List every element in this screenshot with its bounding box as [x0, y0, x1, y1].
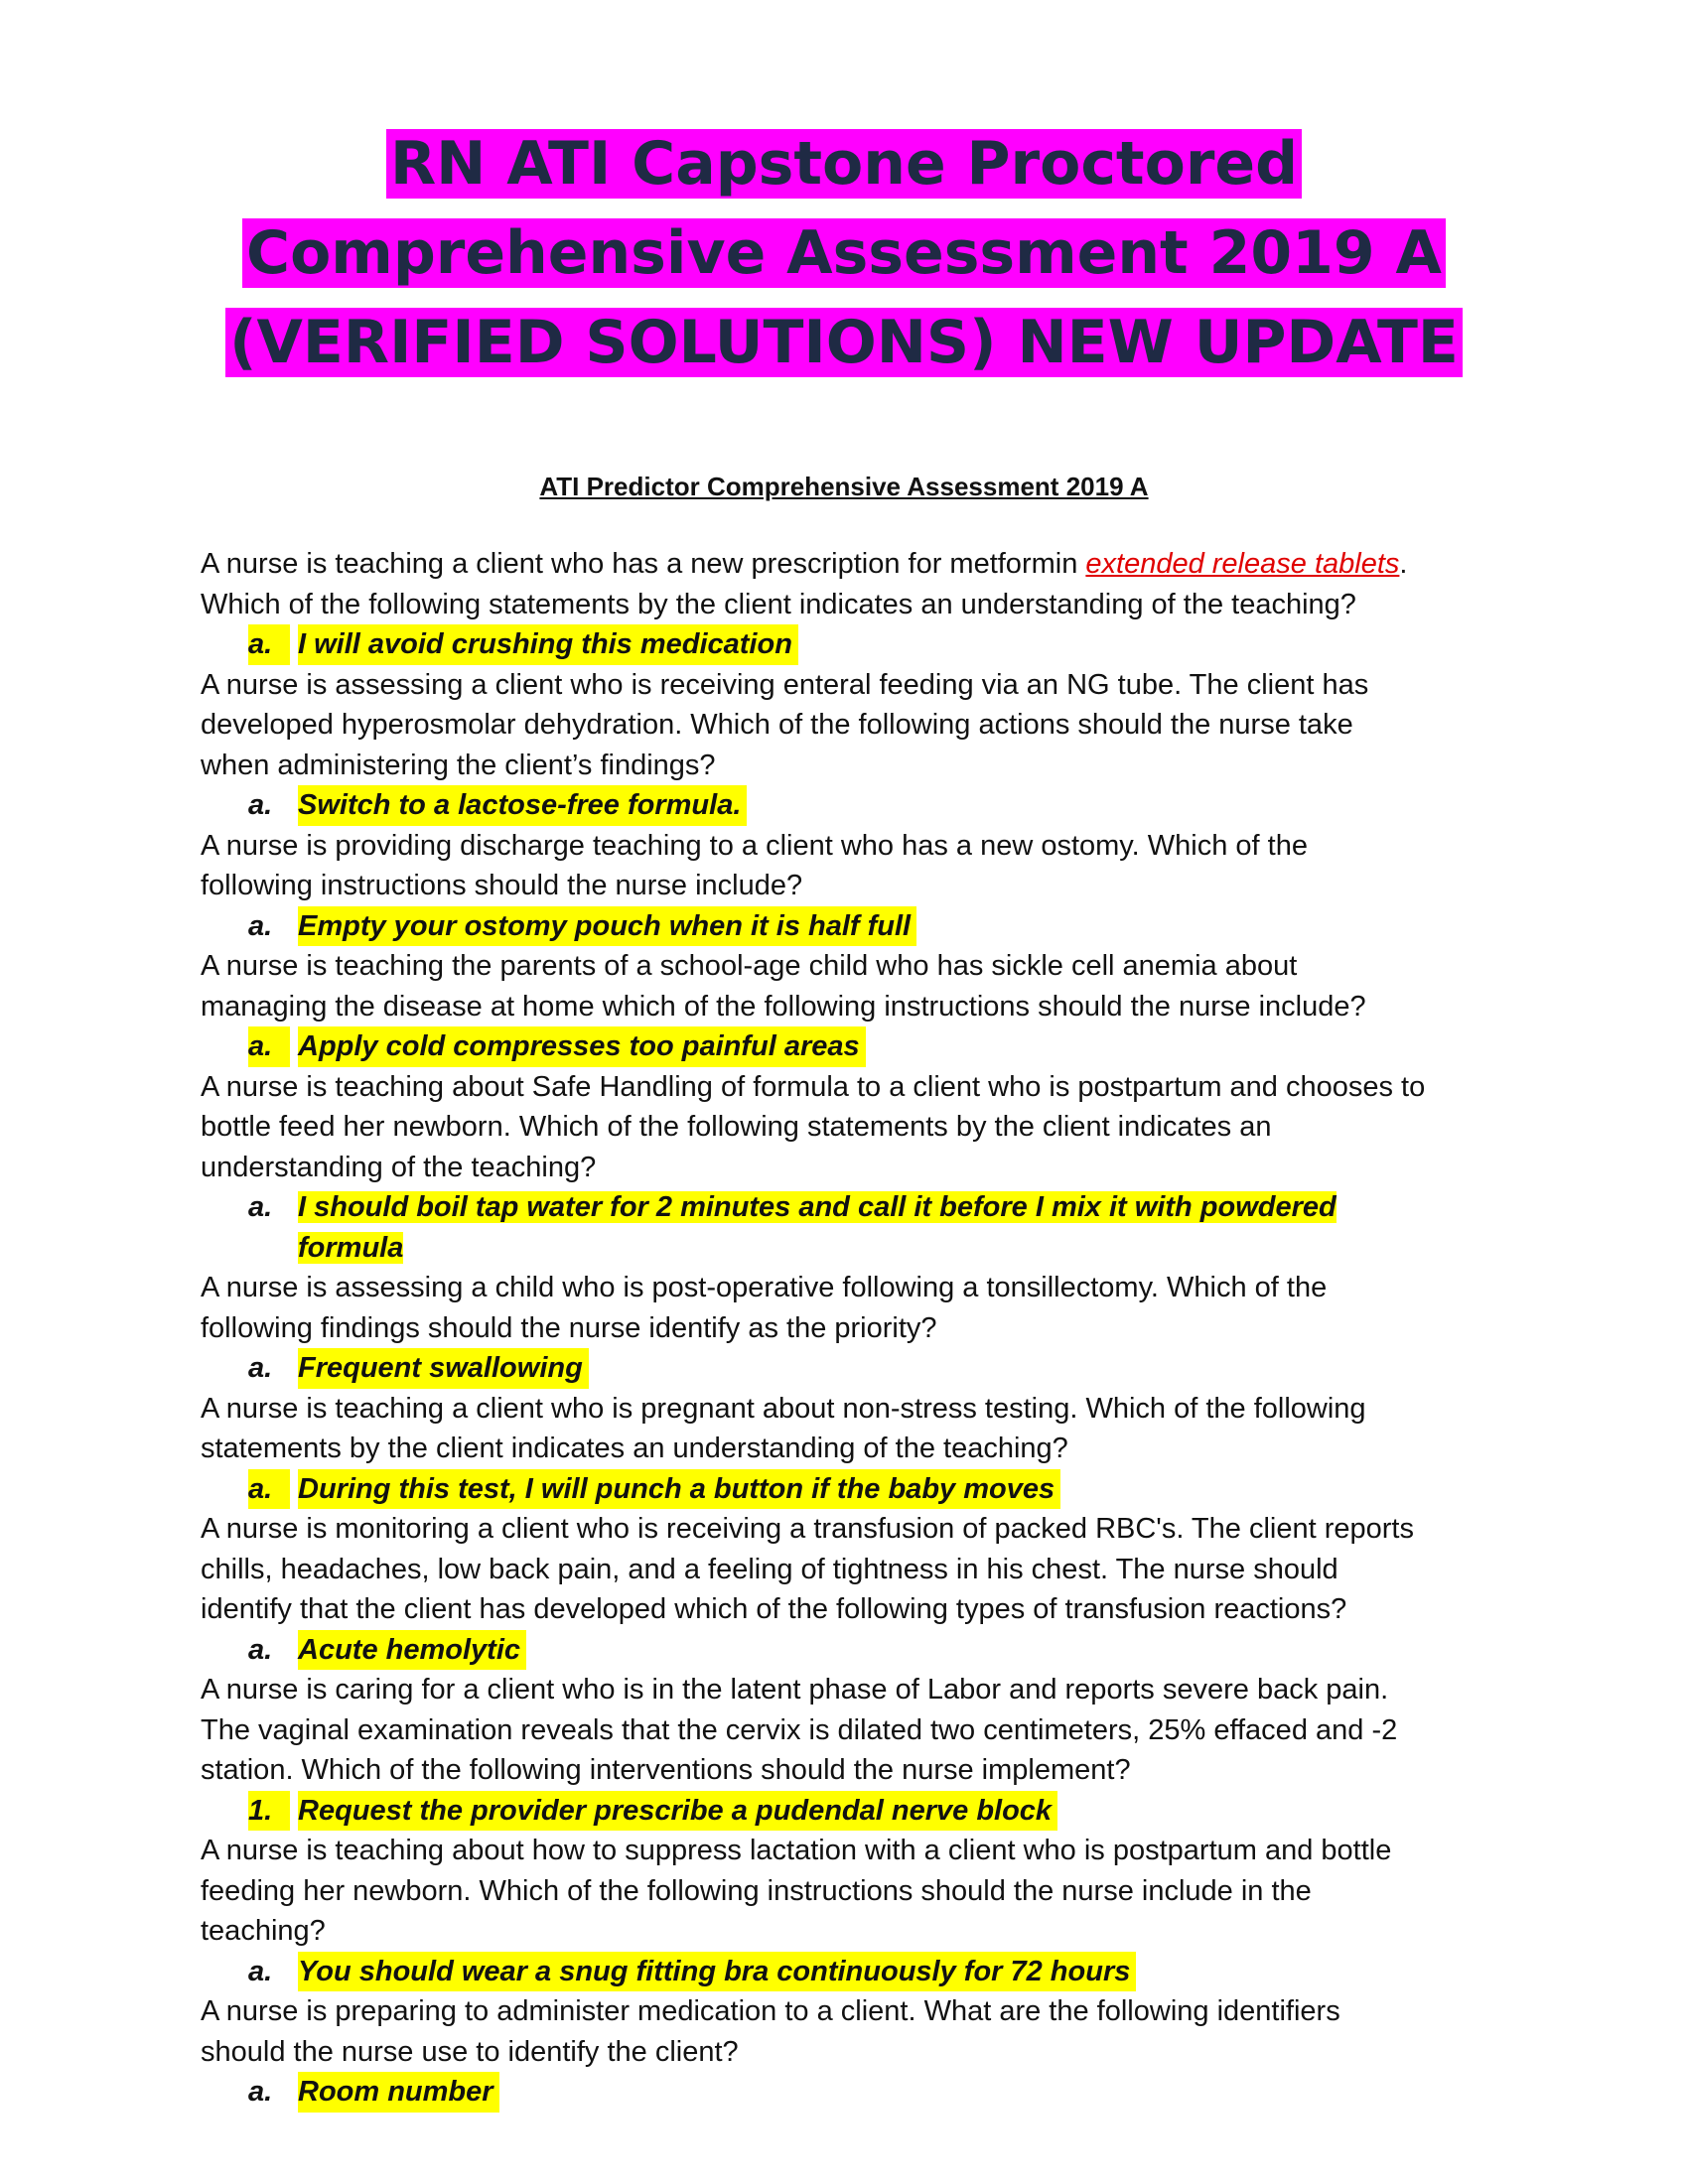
question-text: A nurse is teaching the parents of a school-age child who has sickle cell anemia about: [201, 950, 1298, 982]
answer-text: Room number: [298, 2072, 499, 2113]
question-text: teaching?: [201, 1915, 326, 1947]
question-text: identify that the client has developed which of the following types of transfusion reactions?: [201, 1593, 1347, 1625]
question-text: following instructions should the nurse include?: [201, 870, 803, 901]
question-text: understanding of the teaching?: [201, 1151, 597, 1183]
question-text: A nurse is teaching about how to suppress lactation with a client who is postpartum and bottle: [201, 1835, 1392, 1866]
question-item: [201, 826, 1511, 947]
answer-label: 1.: [248, 1791, 290, 1832]
answer-text: Frequent swallowing: [298, 1348, 589, 1389]
answer: [248, 624, 1511, 665]
question-item: [201, 665, 1511, 826]
answer-label: a.: [248, 1633, 273, 1666]
title-line-1: RN ATI Capstone Proctored: [386, 129, 1302, 199]
answer-label: a.: [248, 1955, 273, 1987]
highlighted-term: extended release tablets: [1085, 548, 1400, 580]
question-text: A nurse is caring for a client who is in the latent phase of Labor and reports severe back pain.: [201, 1674, 1389, 1706]
section-heading: ATI Predictor Comprehensive Assessment 2019 A: [539, 472, 1149, 501]
question-text: A nurse is teaching a client who has a new prescription for metformin extended release tablets.: [201, 548, 1408, 580]
answer: [248, 1026, 1511, 1067]
question-list: [201, 544, 1511, 2113]
question-text: The vaginal examination reveals that the cervix is dilated two centimeters, 25% effaced and -2: [201, 1713, 1398, 1746]
question-text: developed hyperosmolar dehydration. Which of the following actions should the nurse take: [201, 709, 1353, 741]
answer-label: a.: [248, 789, 273, 821]
question-item: [201, 1389, 1511, 1510]
answer-label: a.: [248, 909, 273, 942]
question-text: Which of the following statements by the client indicates an understanding of the teaching?: [201, 588, 1356, 620]
question-text: A nurse is assessing a client who is receiving enteral feeding via an NG tube. The client has: [201, 668, 1369, 701]
answer: [248, 2072, 1511, 2113]
question-item: [201, 1268, 1511, 1389]
question-text: when administering the client’s findings?: [201, 749, 716, 781]
question-item: [201, 544, 1511, 665]
question-item: [201, 1670, 1511, 1831]
answer: [248, 1630, 1511, 1671]
title-line-2: Comprehensive Assessment 2019 A: [242, 218, 1446, 288]
question-text: managing the disease at home which of the following instructions should the nurse include?: [201, 990, 1366, 1023]
question-text: chills, headaches, low back pain, and a feeling of tightness in his chest. The nurse should: [201, 1553, 1338, 1585]
answer: [248, 1791, 1511, 1832]
question-text: A nurse is teaching a client who is pregnant about non-stress testing. Which of the following: [201, 1392, 1366, 1425]
question-text: station. Which of the following interventions should the nurse implement?: [201, 1754, 1131, 1786]
answer-label: a.: [248, 1469, 290, 1510]
answer: [248, 785, 1511, 826]
question-text: A nurse is teaching about Safe Handling of formula to a client who is postpartum and chooses to: [201, 1070, 1426, 1103]
title-line-3: (VERIFIED SOLUTIONS) NEW UPDATE: [225, 308, 1463, 377]
question-item: [201, 1991, 1511, 2113]
answer-label: a.: [248, 1026, 290, 1067]
answer-text: Switch to a lactose-free formula.: [298, 785, 747, 826]
question-text: should the nurse use to identify the client?: [201, 2035, 739, 2068]
answer-text: Empty your ostomy pouch when it is half full: [298, 906, 916, 947]
answer-text: I will avoid crushing this medication: [298, 624, 798, 665]
answer-text: Request the provider prescribe a pudendal nerve block: [298, 1791, 1057, 1832]
answer-label: a.: [248, 2076, 273, 2108]
answer-label: a.: [248, 624, 290, 665]
answer-label: a.: [248, 1191, 273, 1223]
question-text: A nurse is monitoring a client who is receiving a transfusion of packed RBC's. The client reports: [201, 1513, 1414, 1545]
question-text: statements by the client indicates an understanding of the teaching?: [201, 1433, 1068, 1464]
question-text: A nurse is providing discharge teaching to a client who has a new ostomy. Which of the: [201, 829, 1308, 862]
answer: [248, 1187, 1511, 1268]
question-item: [201, 946, 1511, 1067]
question-text: bottle feed her newborn. Which of the following statements by the client indicates an: [201, 1111, 1272, 1143]
answer: [248, 1952, 1511, 1992]
answer: [248, 1469, 1511, 1510]
answer-text: During this test, I will punch a button if the baby moves: [298, 1469, 1060, 1510]
question-text: A nurse is assessing a child who is post-operative following a tonsillectomy. Which of the: [201, 1272, 1328, 1303]
answer-text: Apply cold compresses too painful areas: [298, 1026, 866, 1067]
answer-text: Acute hemolytic: [298, 1630, 526, 1671]
answer-text: You should wear a snug fitting bra continuously for 72 hours: [298, 1952, 1136, 1992]
answer-label: a.: [248, 1352, 273, 1384]
question-text: following findings should the nurse identify as the priority?: [201, 1311, 937, 1344]
answer: [248, 1348, 1511, 1389]
question-item: [201, 1831, 1511, 1991]
question-item: [201, 1509, 1511, 1670]
question-item: [201, 1067, 1511, 1269]
answer: [248, 906, 1511, 947]
answer-text: I should boil tap water for 2 minutes and call it before I mix it with powdered formula: [298, 1191, 1336, 1264]
question-text: A nurse is preparing to administer medication to a client. What are the following identifiers: [201, 1995, 1340, 2027]
document-title: [0, 119, 1688, 387]
question-text: feeding her newborn. Which of the following instructions should the nurse include in the: [201, 1874, 1312, 1907]
